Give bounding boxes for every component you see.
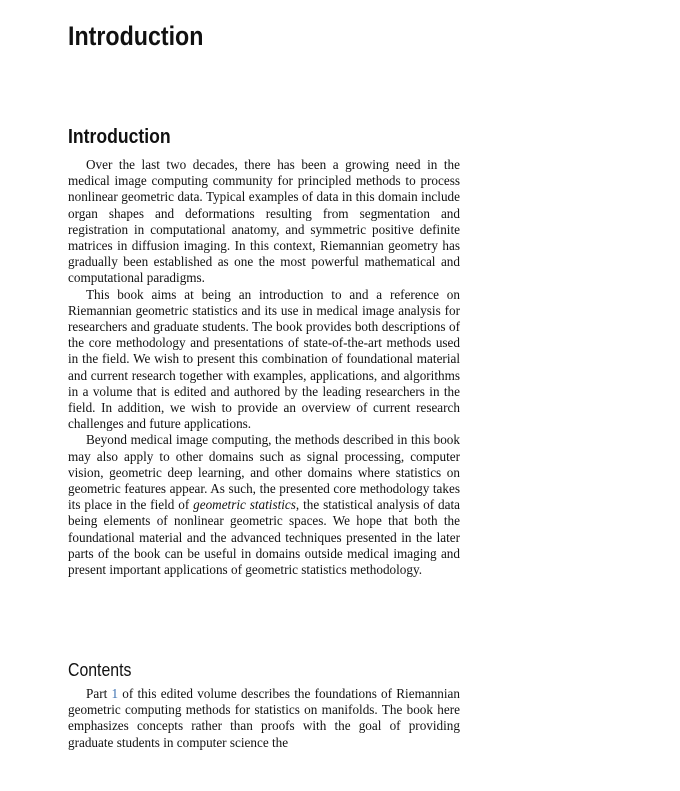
contents-body [68, 686, 460, 751]
emphasized-term: geometric statistics [193, 497, 296, 513]
paragraph: Over the last two decades, there has been a growing need in the medical image computing community for principled methods to process nonlinear geometric data. Typical examples of data in this domain include organ shapes and deformations resulting from segmentation and registration in computational anatomy, and symmetric positive definite matrices in diffusion imaging. In this context, Riemannian geometry has gradually been established as one the most powerful mathematical and computational paradigms. [68, 157, 460, 286]
paragraph-text: Beyond medical image computing, the methods described in this book may also apply to other domains such as signal processing, computer vision, geometric deep learning, and other domains where statistics on geometric features appear. As such, the presented core methodology takes its place in the field of [68, 432, 460, 513]
paragraph-text: of this edited volume describes the foundations of Riemannian geometric computing methods for statistics on manifolds. The book here emphasizes concepts rather than proofs with the goal of providing graduate students in computer science the [68, 686, 460, 750]
paragraph [68, 686, 460, 751]
section-heading-introduction: Introduction [68, 126, 171, 148]
introduction-body [68, 157, 460, 578]
chapter-title: Introduction [68, 21, 204, 51]
paragraph: This book aims at being an introduction to and a reference on Riemannian geometric statistics and its use in medical image analysis for researchers and graduate students. The book provides both descriptions of the core methodology and presentations of state-of-the-art methods used in the field. We wish to present this combination of foundational material and current research together with examples, applications, and algorithms in a volume that is edited and authored by the leading researchers in the field. In addition, we wish to provide an overview of current research challenges and future applications. [68, 286, 460, 432]
paragraph [68, 432, 460, 578]
part-reference-link[interactable]: 1 [111, 686, 119, 701]
paragraph-text: Part [86, 686, 112, 701]
section-heading-contents: Contents [68, 660, 132, 680]
paragraph-text: , the statistical analysis of data being elements of nonlinear geometric spaces. We hope that both the foundational material and the advanced techniques presented in the later parts of the book can be useful in domains outside medical imaging and present important applications of geometric statistics methodology. [68, 497, 460, 578]
